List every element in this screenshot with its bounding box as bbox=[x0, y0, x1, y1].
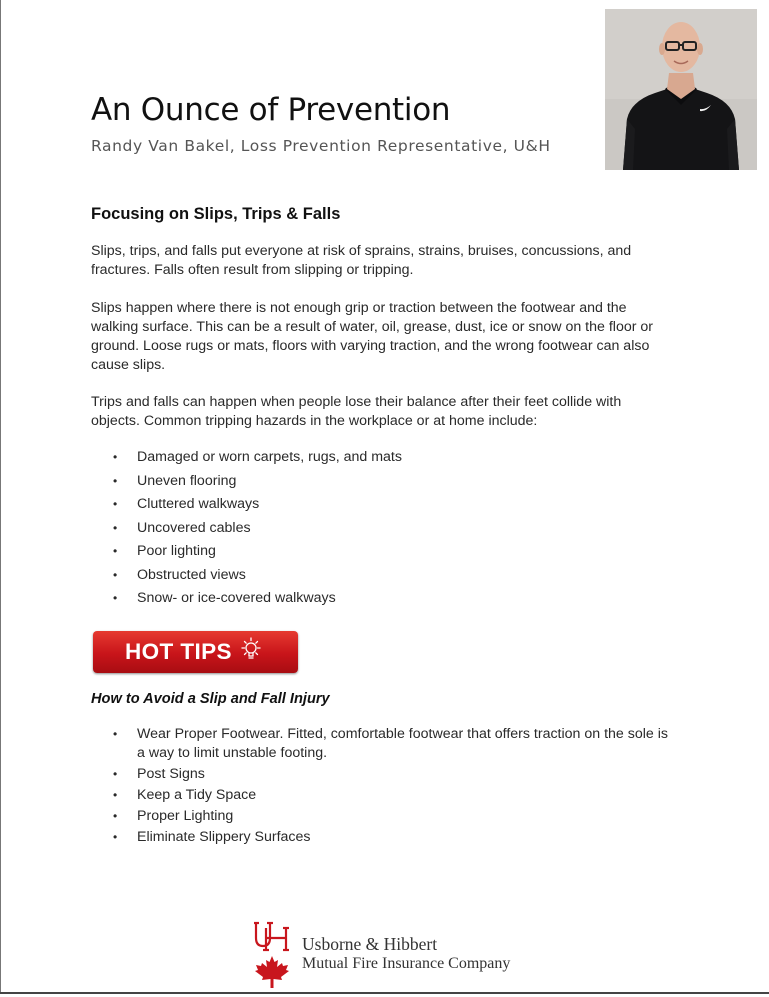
tips-list bbox=[91, 725, 671, 849]
tripping-hazards-list bbox=[91, 448, 402, 613]
bullet-icon: • bbox=[113, 829, 118, 844]
slips-paragraph: Slips happen where there is not enough grip or traction between the footwear and the walking surface. This can be a result of water, oil, grease, dust, ice or snow on the floor or ground. Loose rugs or mats, floors with varying traction, and the wrong footwear can also cause slips. bbox=[91, 300, 654, 373]
bullet-icon: • bbox=[113, 520, 118, 535]
author-byline: Randy Van Bakel, Loss Prevention Representative, U&H bbox=[91, 137, 551, 155]
lightbulb-icon bbox=[238, 636, 264, 667]
list-item: • Damaged or worn carpets, rugs, and mats bbox=[113, 449, 402, 465]
company-subtitle: Mutual Fire Insurance Company bbox=[302, 955, 511, 972]
bullet-icon: • bbox=[113, 450, 118, 464]
tips-heading: How to Avoid a Slip and Fall Injury bbox=[91, 691, 330, 707]
list-item: • Wear Proper Footwear. Fitted, comfortable footwear that offers traction on the sole is a way to limit unstable footing. bbox=[113, 726, 668, 761]
bullet-icon: • bbox=[113, 567, 118, 582]
list-item: • Uneven flooring bbox=[113, 472, 237, 489]
author-photo bbox=[605, 9, 757, 170]
bullet-icon: • bbox=[113, 497, 118, 511]
page-edge bbox=[0, 0, 1, 994]
company-name: Usborne & Hibbert bbox=[302, 934, 438, 954]
bullet-icon: • bbox=[113, 808, 118, 823]
hot-tips-banner bbox=[93, 631, 298, 673]
bullet-icon: • bbox=[113, 473, 118, 488]
bullet-icon: • bbox=[113, 544, 118, 558]
list-item: • Obstructed views bbox=[113, 566, 246, 583]
list-item: • Poor lighting bbox=[113, 543, 216, 559]
bullet-icon: • bbox=[113, 787, 118, 802]
list-item: • Snow- or ice-covered walkways bbox=[113, 590, 336, 606]
list-item: • Proper Lighting bbox=[113, 807, 234, 824]
bullet-icon: • bbox=[113, 727, 118, 741]
trips-paragraph: Trips and falls can happen when people lose their balance after their feet collide with objects. Common tripping hazards in the workplace or at home include: bbox=[91, 394, 622, 429]
section-heading: Focusing on Slips, Trips & Falls bbox=[91, 205, 341, 223]
hot-tips-label: HOT TIPS bbox=[125, 639, 232, 664]
list-item: • Post Signs bbox=[113, 765, 205, 782]
list-item: • Eliminate Slippery Surfaces bbox=[113, 828, 311, 845]
page-title: An Ounce of Prevention bbox=[91, 92, 451, 128]
list-item: • Cluttered walkways bbox=[113, 496, 260, 512]
list-item: • Keep a Tidy Space bbox=[113, 786, 257, 803]
bullet-icon: • bbox=[113, 591, 118, 605]
list-item: • Uncovered cables bbox=[113, 519, 251, 536]
maple-leaf-icon bbox=[252, 920, 302, 992]
intro-paragraph: Slips, trips, and falls put everyone at risk of sprains, strains, bruises, concussions, and fractures. Falls often result from slipping or tripping. bbox=[91, 243, 632, 278]
bullet-icon: • bbox=[113, 766, 118, 781]
